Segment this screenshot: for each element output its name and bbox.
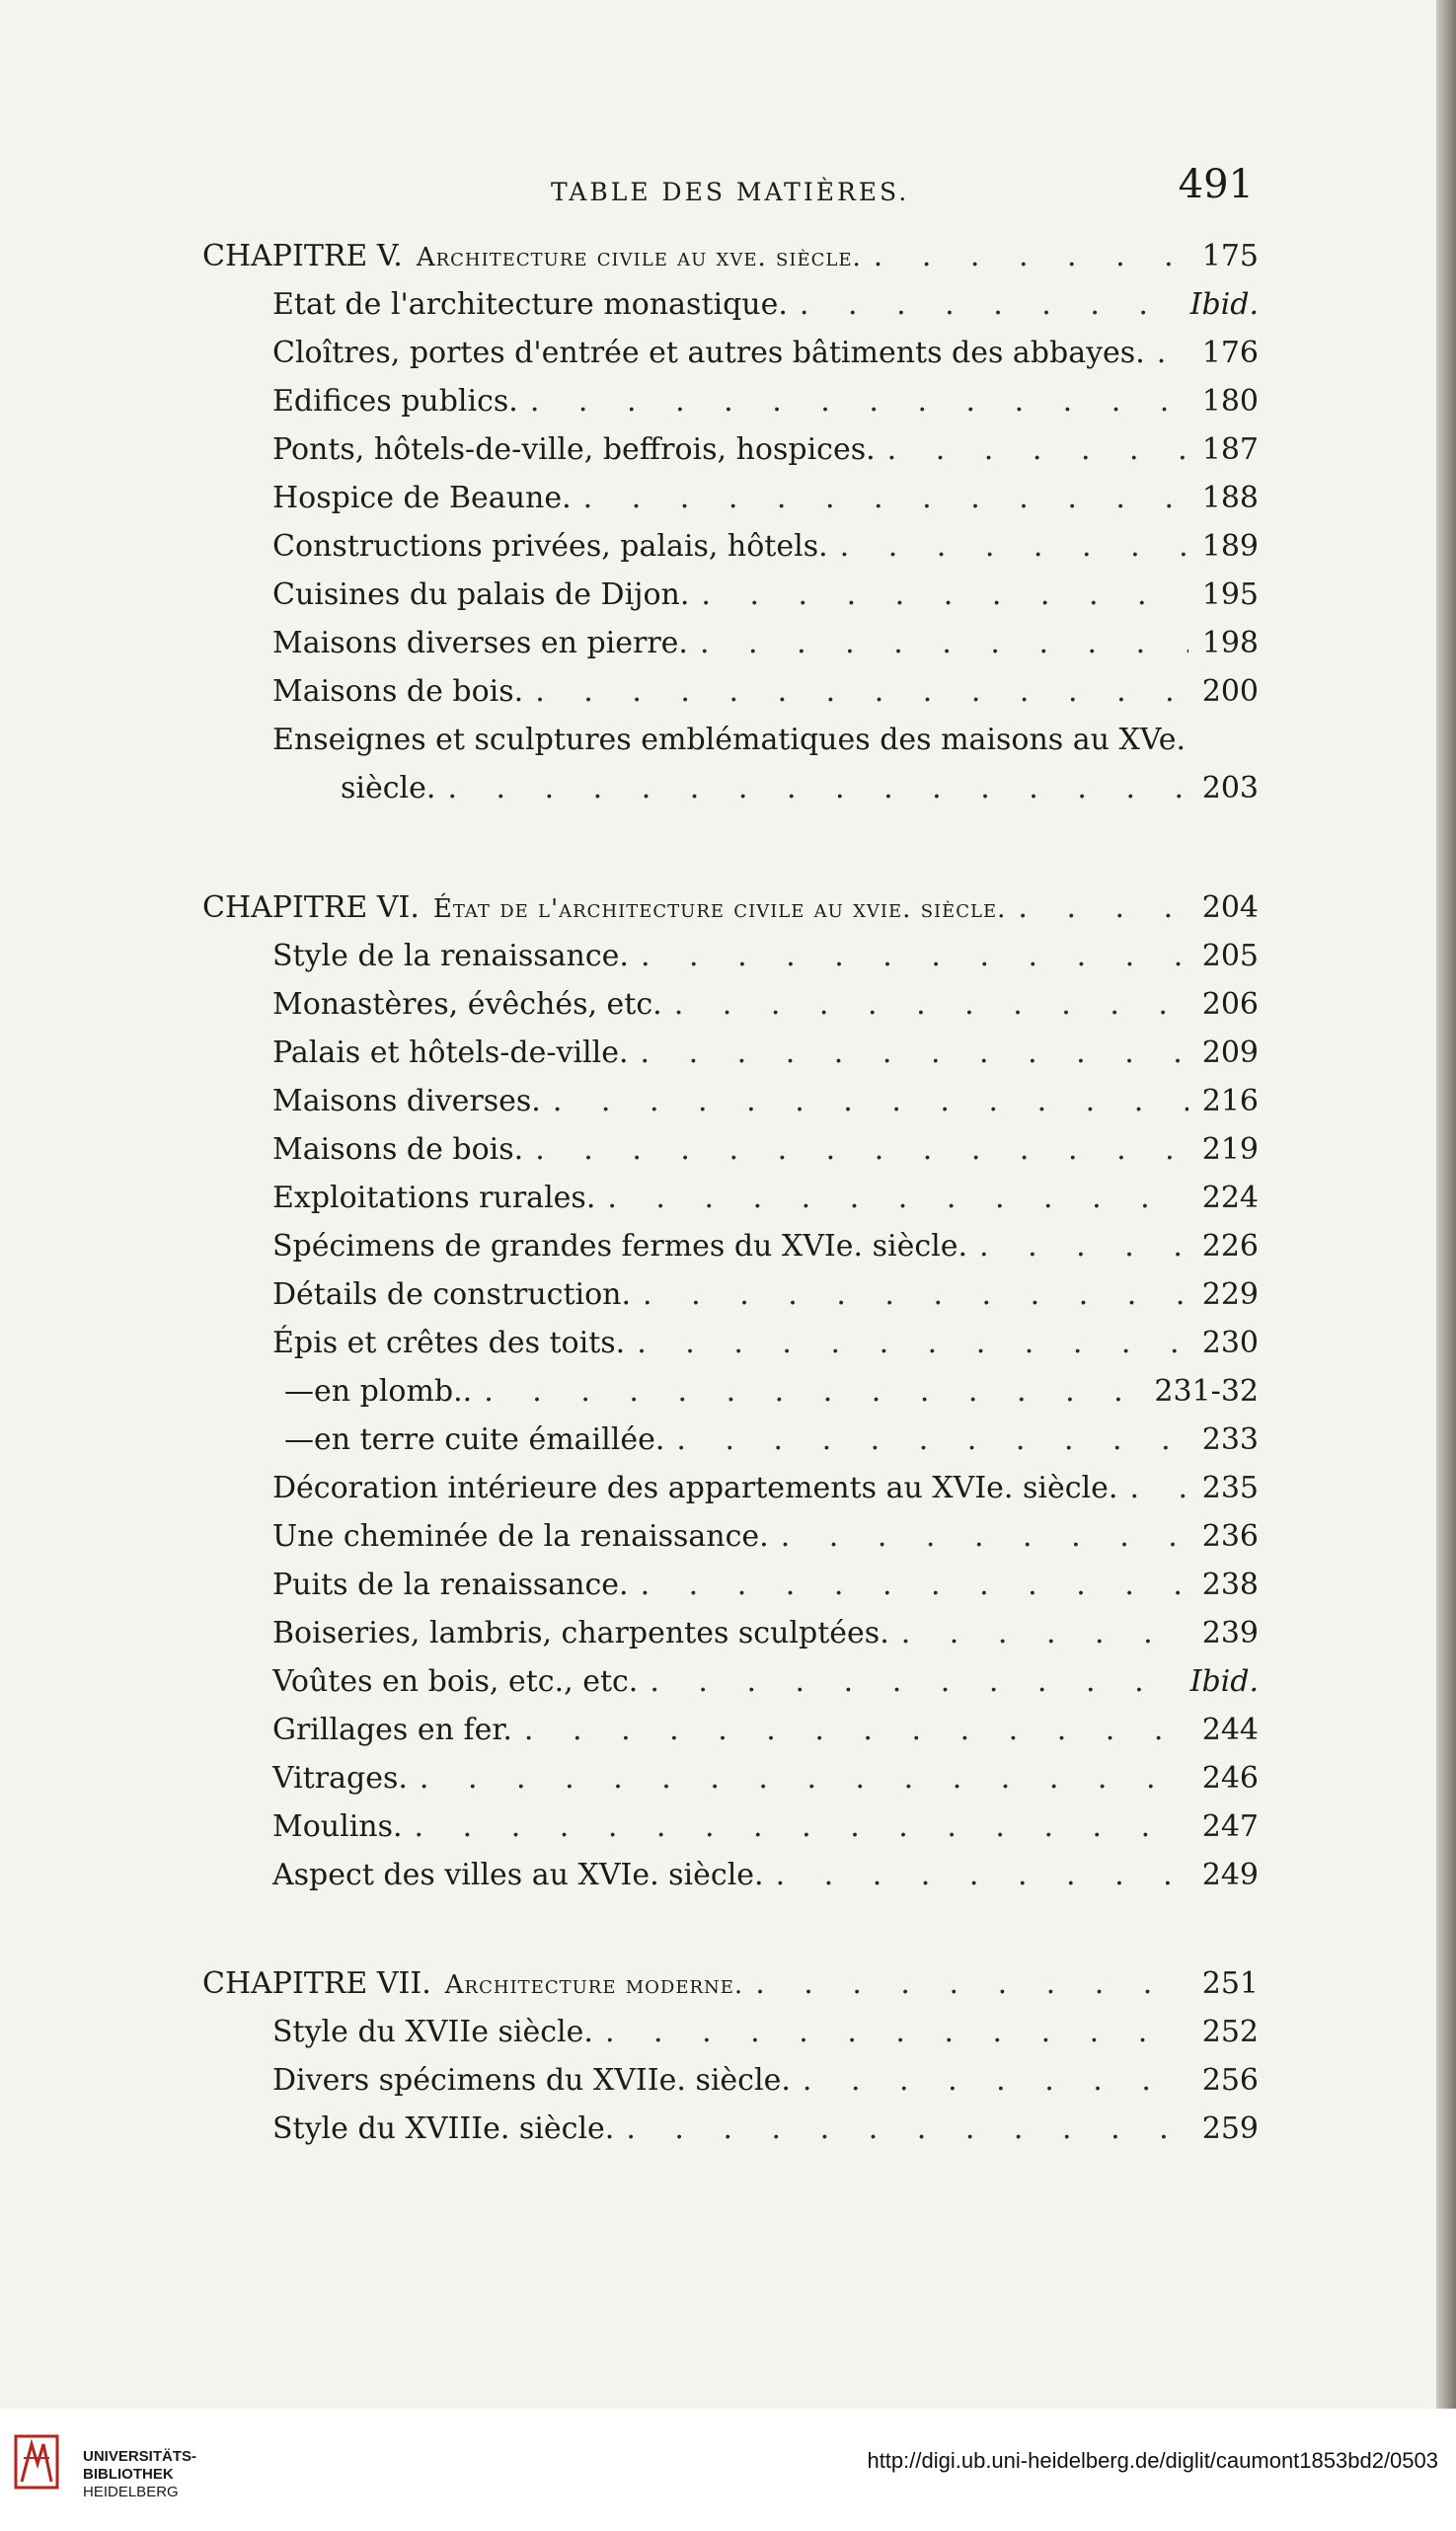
dot-leader xyxy=(901,1610,1188,1657)
chapter-number: CHAPITRE VII. xyxy=(202,1966,431,2001)
dot-leader xyxy=(776,1852,1188,1899)
chapter-heading[interactable] xyxy=(202,884,1259,932)
chapter-heading[interactable] xyxy=(202,1960,1259,2008)
entry-page: 246 xyxy=(1201,1761,1259,1796)
chapter-number: CHAPITRE VI. xyxy=(202,890,420,925)
dot-leader xyxy=(676,1417,1188,1464)
entry-page: 180 xyxy=(1201,384,1259,419)
entry-page: 216 xyxy=(1201,1084,1259,1118)
entry-text: Ponts, hôtels-de-ville, beffrois, hospices. xyxy=(272,432,876,467)
entry-page: 195 xyxy=(1201,577,1259,612)
toc-entry[interactable] xyxy=(272,378,1259,425)
entry-text: Etat de l'architecture monastique. xyxy=(272,287,788,322)
entry-text: Voûtes en bois, etc., etc. xyxy=(272,1664,639,1699)
toc-entry[interactable] xyxy=(272,2057,1259,2105)
chapter-page: 175 xyxy=(1201,239,1259,273)
entry-page: 205 xyxy=(1201,939,1259,973)
entry-text: Puits de la renaissance. xyxy=(272,1568,629,1602)
entry-page: 235 xyxy=(1201,1471,1259,1505)
entry-text: Monastères, évêchés, etc. xyxy=(272,987,662,1022)
entry-text: siècle. xyxy=(341,771,436,805)
entry-page: 233 xyxy=(1201,1422,1259,1457)
entry-text: Décoration intérieure des appartements au XVIe. siècle. xyxy=(272,1471,1118,1505)
entry-text: Maisons diverses. xyxy=(272,1084,541,1118)
toc-entry[interactable] xyxy=(272,717,1259,764)
toc-entry[interactable] xyxy=(272,1175,1259,1222)
entry-page: 203 xyxy=(1201,771,1259,805)
entry-page: 189 xyxy=(1201,529,1259,564)
dot-leader xyxy=(524,1707,1188,1754)
ditto-dash: — xyxy=(284,1374,314,1409)
entry-page: 188 xyxy=(1201,481,1259,515)
dot-leader xyxy=(887,426,1188,474)
entry-text: Aspect des villes au XVIe. siècle. xyxy=(272,1858,764,1892)
dot-leader xyxy=(1018,884,1188,932)
dot-leader xyxy=(701,572,1188,619)
heidelberg-library-logo-icon xyxy=(14,2434,59,2490)
toc-entry[interactable] xyxy=(272,2106,1259,2153)
entry-text: Hospice de Beaune. xyxy=(272,481,572,515)
entry-text: Une cheminée de la renaissance. xyxy=(272,1519,769,1554)
library-logo[interactable] xyxy=(14,2434,197,2509)
entry-text: Cloîtres, portes d'entrée et autres bâtiments des abbayes. xyxy=(272,336,1145,370)
toc-entry[interactable] xyxy=(272,1755,1259,1802)
toc-entry[interactable] xyxy=(272,523,1259,571)
ditto-dash: — xyxy=(284,1422,314,1457)
dot-leader xyxy=(484,1368,1140,1416)
entry-page: 219 xyxy=(1201,1132,1259,1167)
entry-text: Style du XVIIe siècle. xyxy=(272,2015,593,2049)
dot-leader xyxy=(420,1755,1188,1802)
dot-leader xyxy=(641,1030,1188,1077)
entry-page: 249 xyxy=(1201,1858,1259,1892)
running-title: TABLE DES MATIÈRES. xyxy=(551,178,910,206)
toc-entry[interactable] xyxy=(272,1223,1259,1270)
entry-page: 247 xyxy=(1201,1809,1259,1844)
dot-leader xyxy=(553,1078,1188,1125)
dot-leader xyxy=(674,981,1188,1029)
running-head xyxy=(197,162,1254,211)
chapter-title: Architecture civile au xve. siècle. xyxy=(416,243,862,272)
toc-entry[interactable] xyxy=(272,668,1259,716)
dot-leader xyxy=(1129,1465,1188,1512)
toc-entry[interactable] xyxy=(272,1658,1259,1706)
dot-leader xyxy=(781,1513,1188,1561)
entry-text: Style du XVIIIe. siècle. xyxy=(272,2111,615,2146)
entry-page: 229 xyxy=(1201,1277,1259,1312)
entry-page: 226 xyxy=(1201,1229,1259,1264)
entry-page: 239 xyxy=(1201,1616,1259,1650)
entry-page: Ibid. xyxy=(1189,1664,1259,1699)
entry-page: 200 xyxy=(1201,674,1259,709)
dot-leader xyxy=(415,1803,1188,1851)
entry-text: Spécimens de grandes fermes du XVIe. siècle. xyxy=(272,1229,968,1264)
entry-text: Style de la renaissance. xyxy=(272,939,629,973)
entry-page: 209 xyxy=(1201,1035,1259,1070)
entry-text: Moulins. xyxy=(272,1809,403,1844)
dot-leader xyxy=(755,1960,1188,2008)
page-edge-shadow xyxy=(1436,0,1456,2409)
toc-entry-sub[interactable] xyxy=(272,1417,1259,1464)
toc-entry[interactable] xyxy=(272,330,1259,377)
entry-text: Exploitations rurales. xyxy=(272,1181,596,1215)
toc-entry[interactable] xyxy=(272,981,1259,1029)
toc-entry-continuation[interactable] xyxy=(341,765,1259,812)
dot-leader xyxy=(637,1320,1188,1367)
entry-text: Vitrages. xyxy=(272,1761,408,1796)
toc-entry[interactable] xyxy=(272,1126,1259,1174)
entry-page: 236 xyxy=(1201,1519,1259,1554)
entry-page: 187 xyxy=(1201,432,1259,467)
entry-text: Palais et hôtels-de-ville. xyxy=(272,1035,629,1070)
entry-text: Cuisines du palais de Dijon. xyxy=(272,577,690,612)
toc-entry[interactable] xyxy=(272,1271,1259,1319)
dot-leader xyxy=(530,378,1188,425)
toc-entry[interactable] xyxy=(272,1707,1259,1754)
entry-page: 198 xyxy=(1201,626,1259,660)
entry-page: 256 xyxy=(1201,2063,1259,2098)
entry-page: Ibid. xyxy=(1189,287,1259,322)
dot-leader xyxy=(643,1271,1188,1319)
chapter-title: Architecture moderne. xyxy=(444,1970,744,2000)
toc-entry[interactable] xyxy=(272,475,1259,522)
entry-text: Edifices publics. xyxy=(272,384,518,419)
dot-leader xyxy=(607,1175,1188,1222)
dot-leader xyxy=(650,1658,1176,1706)
toc-entry[interactable] xyxy=(272,1852,1259,1899)
toc-entry[interactable] xyxy=(272,281,1259,329)
chapter-page: 251 xyxy=(1201,1966,1259,2001)
library-name-line: HEIDELBERG xyxy=(83,2484,179,2500)
entry-page: 252 xyxy=(1201,2015,1259,2049)
entry-page: 206 xyxy=(1201,987,1259,1022)
entry-text: en plomb.. xyxy=(314,1374,473,1409)
library-name-line: UNIVERSITÄTS- xyxy=(83,2448,197,2465)
dot-leader xyxy=(800,281,1177,329)
entry-text: Divers spécimens du XVIIe. siècle. xyxy=(272,2063,791,2098)
dot-leader xyxy=(447,765,1188,812)
toc-entry[interactable] xyxy=(272,1513,1259,1561)
toc-entry-sub[interactable] xyxy=(272,1368,1259,1416)
entry-text: Boiseries, lambris, charpentes sculptées. xyxy=(272,1616,889,1650)
dot-leader xyxy=(803,2057,1188,2105)
dot-leader xyxy=(535,1126,1188,1174)
toc-entry[interactable] xyxy=(272,2009,1259,2056)
dot-leader xyxy=(583,475,1188,522)
library-name xyxy=(83,2448,196,2501)
toc-entry[interactable] xyxy=(272,1465,1259,1512)
entry-text: Détails de construction. xyxy=(272,1277,632,1312)
dot-leader xyxy=(535,668,1188,716)
entry-page: 176 xyxy=(1201,336,1259,370)
library-name-line: BIBLIOTHEK xyxy=(83,2466,174,2483)
toc-entry[interactable] xyxy=(272,1030,1259,1077)
page-number: 491 xyxy=(1178,162,1254,207)
entry-text: Maisons de bois. xyxy=(272,1132,524,1167)
chapter-title: État de l'architecture civile au xvie. siècle. xyxy=(432,894,1007,924)
dot-leader xyxy=(874,233,1188,280)
toc-entry[interactable] xyxy=(272,1320,1259,1367)
source-url-link[interactable]: http://digi.ub.uni-heidelberg.de/diglit/caumont1853bd2/0503 xyxy=(867,2448,1438,2473)
entry-text: Épis et crêtes des toits. xyxy=(272,1326,626,1360)
entry-page: 244 xyxy=(1201,1713,1259,1747)
entry-page: 259 xyxy=(1201,2111,1259,2146)
entry-text: Enseignes et sculptures emblématiques des maisons au XVe. xyxy=(272,723,1187,757)
chapter-heading[interactable] xyxy=(202,233,1259,280)
toc-entry[interactable] xyxy=(272,426,1259,474)
toc-entry[interactable] xyxy=(272,933,1259,980)
toc-entry[interactable] xyxy=(272,1562,1259,1609)
dot-leader xyxy=(605,2009,1188,2056)
chapter-page: 204 xyxy=(1201,890,1259,925)
entry-text: Constructions privées, palais, hôtels. xyxy=(272,529,828,564)
entry-page: 238 xyxy=(1201,1568,1259,1602)
entry-page: 230 xyxy=(1201,1326,1259,1360)
entry-text: en terre cuite émaillée. xyxy=(314,1422,665,1457)
toc-entry[interactable] xyxy=(272,1803,1259,1851)
viewer-footer xyxy=(0,2409,1456,2531)
entry-text: Maisons diverses en pierre. xyxy=(272,626,688,660)
toc-entry[interactable] xyxy=(272,572,1259,619)
dot-leader xyxy=(979,1223,1188,1270)
dot-leader xyxy=(700,620,1188,667)
dot-leader xyxy=(641,1562,1188,1609)
entry-text: Maisons de bois. xyxy=(272,674,524,709)
entry-page: 231-32 xyxy=(1154,1374,1259,1409)
dot-leader xyxy=(626,2106,1188,2153)
toc-entry[interactable] xyxy=(272,620,1259,667)
entry-text: Grillages en fer. xyxy=(272,1713,512,1747)
dot-leader xyxy=(840,523,1188,571)
toc-entry[interactable] xyxy=(272,1610,1259,1657)
dot-leader xyxy=(641,933,1188,980)
toc-entry[interactable] xyxy=(272,1078,1259,1125)
dot-leader xyxy=(1157,330,1188,377)
chapter-number: CHAPITRE V. xyxy=(202,239,403,273)
entry-page: 224 xyxy=(1201,1181,1259,1215)
